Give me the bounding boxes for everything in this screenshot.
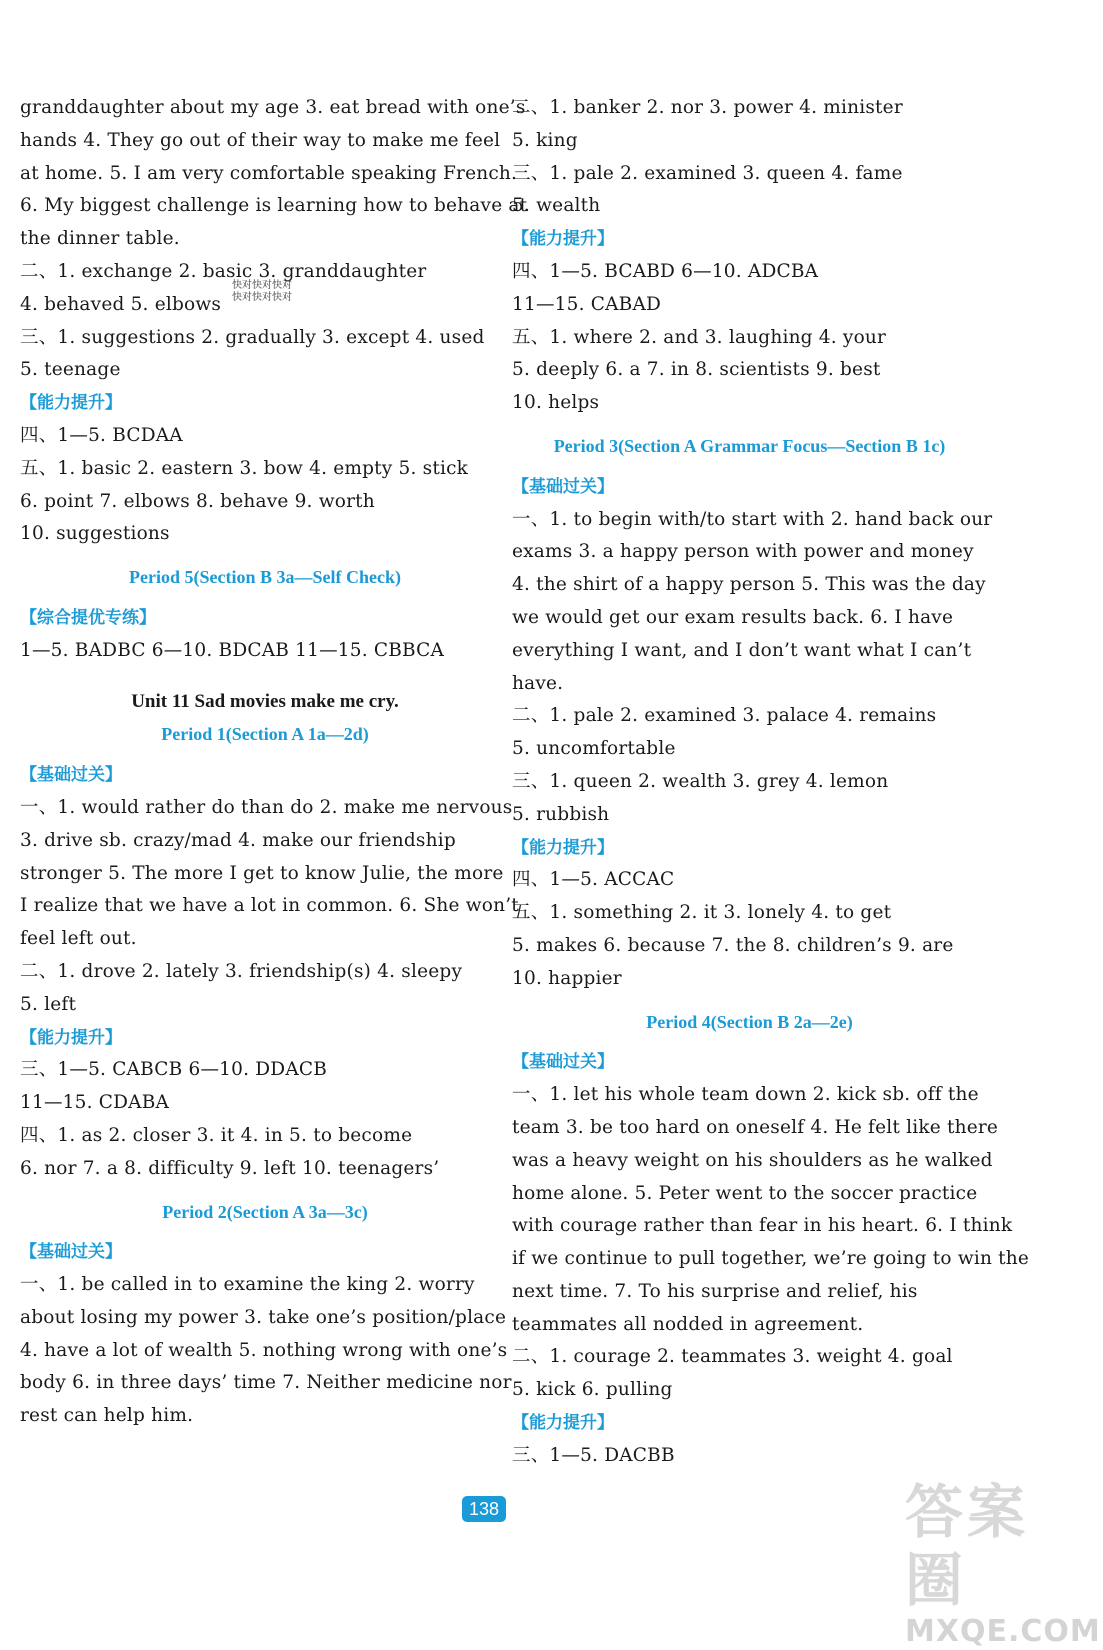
answer-line: everything I want, and I don’t want what I can’t [512, 639, 972, 661]
answer-line: granddaughter about my age 3. eat bread with one’s [20, 97, 526, 118]
answer-line: was a heavy weight on his shoulders as he walked [512, 1149, 993, 1171]
section-tag: 【综合提优专练】 [20, 607, 156, 628]
answer-line: if we continue to pull together, we’re going to win the [512, 1248, 1030, 1270]
answer-block [512, 92, 987, 223]
handwritten-note: 快对快对快对 快对快对快对 [232, 280, 292, 303]
answer-block [512, 256, 987, 420]
section-tag: 【基础过关】 [20, 1242, 122, 1263]
section-tag: 【基础过关】 [512, 476, 614, 497]
right-column [512, 92, 1030, 1473]
answer-line: rest can help him. [20, 1405, 194, 1427]
answer-line: 4. behaved 5. elbows [20, 293, 222, 315]
answer-line: 三、1. queen 2. wealth 3. grey 4. lemon [512, 770, 889, 792]
answer-block [512, 504, 993, 832]
answer-line: 二、1. drove 2. lately 3. friendship(s) 4. sleepy [20, 960, 463, 982]
answer-line: 五、1. where 2. and 3. laughing 4. your [512, 326, 887, 348]
answer-block [20, 792, 519, 1022]
period-heading: Period 4(Section B 2a—2e) [646, 1011, 853, 1032]
answer-line: 11—15. CABAD [512, 293, 662, 315]
answer-line: 三、1. pale 2. examined 3. queen 4. fame [512, 162, 903, 184]
answer-block [20, 1269, 510, 1433]
unit-title: Unit 11 Sad movies make me cry. [131, 690, 399, 712]
answer-line: 3. drive sb. crazy/mad 4. make our friendship [20, 829, 456, 851]
answer-line: 5. makes 6. because 7. the 8. children’s 9. are [512, 934, 954, 956]
answer-line: 5. rubbish [512, 803, 610, 825]
section-tag: 【基础过关】 [20, 765, 122, 786]
answer-line: 5. left [20, 993, 77, 1015]
section-tag: 【能力提升】 [20, 393, 122, 414]
answer-line: 一、1. to begin with/to start with 2. hand back our [512, 508, 993, 530]
answer-block [512, 864, 987, 995]
section-tag: 【能力提升】 [512, 1413, 614, 1434]
answer-line: 三、1—5. DACBB [512, 1444, 675, 1466]
period-heading: Period 2(Section A 3a—3c) [162, 1201, 368, 1222]
section-tag: 【能力提升】 [20, 1027, 122, 1048]
answer-line: home alone. 5. Peter went to the soccer practice [512, 1182, 978, 1204]
answer-line: 三、1—5. CABCB 6—10. DDACB [20, 1059, 328, 1081]
answer-line: 4. the shirt of a happy person 5. This was the day [512, 574, 986, 596]
answer-line: 5. king [512, 129, 578, 151]
answer-block [20, 1054, 510, 1185]
answer-line: 一、1. let his whole team down 2. kick sb. off the [512, 1084, 979, 1106]
answer-block [20, 92, 528, 387]
answer-line: 5. teenage [20, 359, 121, 381]
page-number: 138 [462, 1496, 506, 1522]
answer-block [20, 635, 510, 668]
answer-line: 1—5. BADBC 6—10. BDCAB 11—15. CBBCA [20, 639, 445, 661]
answer-line: the dinner table. [20, 228, 180, 250]
answer-line: stronger 5. The more I get to know Julie, the more [20, 862, 504, 884]
answer-block [20, 420, 510, 551]
answer-line: body 6. in three days’ time 7. Neither medicine nor [20, 1372, 512, 1394]
answer-line: 二、1. pale 2. examined 3. palace 4. remains [512, 705, 937, 727]
answer-line: 四、1—5. BCDAA [20, 424, 183, 446]
answer-line: 10. happier [512, 967, 622, 989]
answer-line: 四、1. as 2. closer 3. it 4. in 5. to become [20, 1124, 413, 1146]
answer-line: 6. point 7. elbows 8. behave 9. worth [20, 490, 375, 512]
section-tag: 【能力提升】 [512, 229, 614, 250]
period-heading: Period 5(Section B 3a—Self Check) [129, 567, 401, 588]
answer-line: 5. deeply 6. a 7. in 8. scientists 9. best [512, 359, 881, 381]
answer-line: 四、1—5. BCABD 6—10. ADCBA [512, 260, 819, 282]
answer-block [512, 1079, 1030, 1407]
answer-line: team 3. be too hard on oneself 4. He felt like there [512, 1116, 999, 1138]
watermark-logo [905, 1478, 1101, 1649]
answer-line: 四、1—5. ACCAC [512, 869, 675, 891]
answer-line: 二、1. exchange 2. basic 3. granddaughter [20, 260, 427, 282]
answer-line: 4. have a lot of wealth 5. nothing wrong with one’s [20, 1339, 508, 1361]
answer-line: 5. uncomfortable [512, 738, 676, 760]
section-tag: 【能力提升】 [512, 837, 614, 858]
period-heading: Period 1(Section A 1a—2d) [161, 724, 369, 745]
answer-line: 6. My biggest challenge is learning how to behave at [20, 195, 528, 217]
answer-line: 5. wealth [512, 195, 601, 217]
answer-line: I realize that we have a lot in common. 6. She won’t [20, 895, 519, 917]
answer-line: 一、1. would rather do than do 2. make me nervous [20, 796, 513, 818]
answer-line: 五、1. something 2. it 3. lonely 4. to get [512, 902, 892, 924]
answer-line: 二、1. courage 2. teammates 3. weight 4. goal [512, 1346, 953, 1368]
answer-line: teammates all nodded in agreement. [512, 1313, 864, 1335]
answer-line: 五、1. basic 2. eastern 3. bow 4. empty 5. stick [20, 457, 469, 479]
answer-line: exams 3. a happy person with power and money [512, 541, 974, 563]
answer-line: 一、1. be called in to examine the king 2. worry [20, 1274, 475, 1296]
watermark-title: 答案圈 [905, 1478, 1030, 1614]
answer-line: 11—15. CDABA [20, 1092, 170, 1114]
answer-line: 5. kick 6. pulling [512, 1379, 673, 1401]
answer-line: feel left out. [20, 928, 137, 950]
answer-line: hands 4. They go out of their way to make me feel [20, 129, 501, 151]
period-heading: Period 3(Section A Grammar Focus—Section B 1c) [553, 435, 946, 456]
answer-line: we would get our exam results back. 6. I have [512, 606, 954, 628]
answer-line: 三、1. suggestions 2. gradually 3. except 4. used [20, 326, 485, 348]
answer-line: with courage rather than fear in his heart. 6. I think [512, 1215, 1013, 1237]
answer-line: at home. 5. I am very comfortable speaking French. [20, 162, 518, 184]
answer-line: have. [512, 672, 564, 694]
answer-line: 6. nor 7. a 8. difficulty 9. left 10. teenagers’ [20, 1157, 440, 1179]
section-tag: 【基础过关】 [512, 1052, 614, 1073]
answer-line: 二、1. banker 2. nor 3. power 4. minister [512, 97, 903, 118]
answer-line: next time. 7. To his surprise and relief, his [512, 1280, 918, 1302]
answer-line: 10. suggestions [20, 523, 170, 545]
answer-block [512, 1440, 987, 1473]
answer-line: about losing my power 3. take one’s position/place [20, 1306, 507, 1328]
watermark-url: MXQE.COM [905, 1614, 1101, 1649]
answer-line: 10. helps [512, 392, 600, 414]
